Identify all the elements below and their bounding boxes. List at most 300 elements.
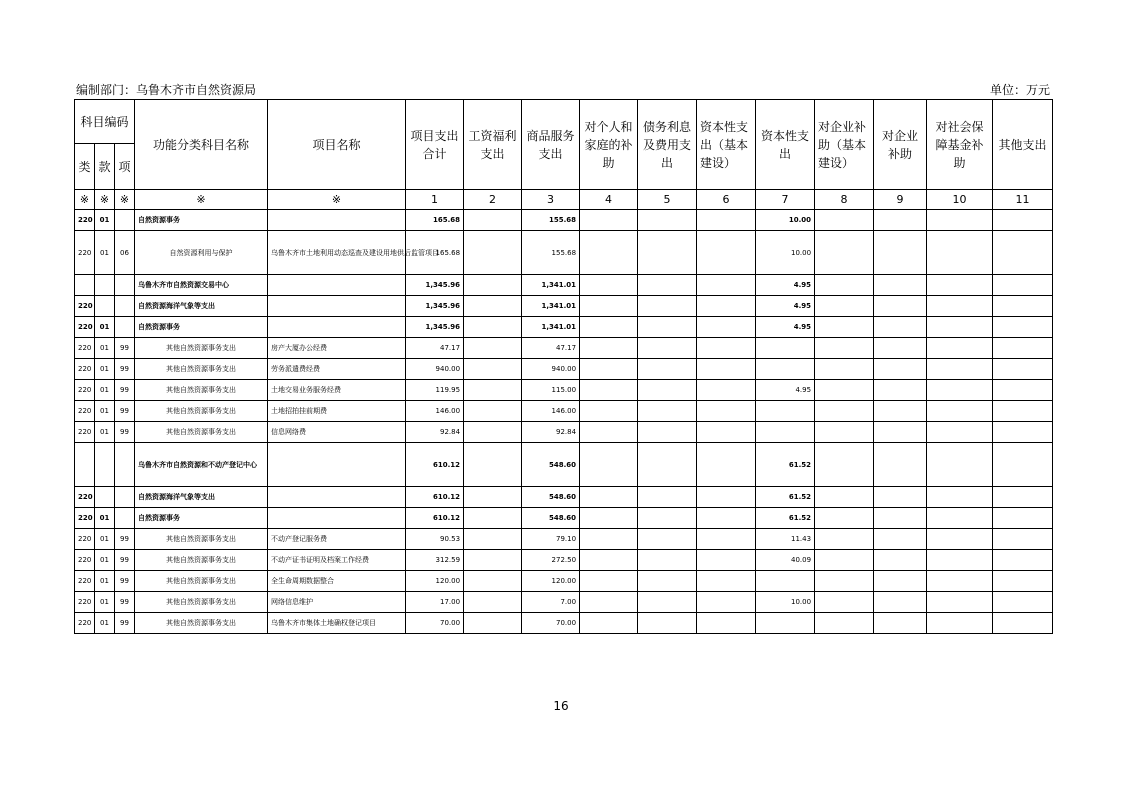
cell-col-3: 940.00 [522, 359, 580, 380]
cell-project-name: 信息网络费 [268, 422, 406, 443]
cell-xiang [115, 487, 135, 508]
cell-project-name [268, 296, 406, 317]
table-row [75, 296, 1053, 317]
table-row [75, 529, 1053, 550]
cell-col-9 [874, 508, 927, 529]
cell-col-9 [874, 380, 927, 401]
cell-col-3: 548.60 [522, 487, 580, 508]
cell-col-3: 79.10 [522, 529, 580, 550]
cell-col-10 [927, 443, 993, 487]
cell-col-1: 1,345.96 [406, 317, 464, 338]
cell-col-2 [464, 592, 522, 613]
cell-project-name: 乌鲁木齐市土地利用动态巡查及建设用地供后监管项目 [268, 231, 406, 275]
cell-lei: 220 [75, 296, 95, 317]
cell-lei: 220 [75, 592, 95, 613]
header-col-4: 对个人和家庭的补助 [580, 100, 638, 190]
cell-col-11 [993, 401, 1053, 422]
index-cell: 4 [580, 190, 638, 210]
cell-col-5 [638, 592, 697, 613]
cell-kuan: 01 [95, 210, 115, 231]
cell-col-7: 10.00 [756, 210, 815, 231]
cell-col-7: 4.95 [756, 380, 815, 401]
cell-function-name: 自然资源事务 [135, 508, 268, 529]
cell-col-2 [464, 210, 522, 231]
cell-col-5 [638, 231, 697, 275]
cell-col-7: 61.52 [756, 487, 815, 508]
cell-col-9 [874, 422, 927, 443]
header-lei: 类 [75, 144, 95, 190]
cell-col-9 [874, 338, 927, 359]
cell-col-4 [580, 592, 638, 613]
cell-col-11 [993, 443, 1053, 487]
cell-col-4 [580, 422, 638, 443]
cell-col-8 [815, 317, 874, 338]
cell-col-6 [697, 550, 756, 571]
cell-col-3: 155.68 [522, 210, 580, 231]
cell-col-2 [464, 401, 522, 422]
cell-kuan: 01 [95, 401, 115, 422]
cell-col-2 [464, 529, 522, 550]
cell-col-6 [697, 571, 756, 592]
cell-kuan: 01 [95, 550, 115, 571]
cell-xiang: 99 [115, 338, 135, 359]
cell-col-2 [464, 317, 522, 338]
cell-xiang [115, 443, 135, 487]
cell-col-1: 146.00 [406, 401, 464, 422]
cell-col-1: 70.00 [406, 613, 464, 634]
cell-col-8 [815, 592, 874, 613]
cell-col-3: 548.60 [522, 443, 580, 487]
cell-function-name: 自然资源事务 [135, 210, 268, 231]
cell-col-6 [697, 359, 756, 380]
cell-xiang: 99 [115, 550, 135, 571]
cell-col-8 [815, 231, 874, 275]
index-cell: 5 [638, 190, 697, 210]
cell-col-5 [638, 613, 697, 634]
cell-col-5 [638, 550, 697, 571]
cell-project-name [268, 508, 406, 529]
cell-col-2 [464, 231, 522, 275]
cell-xiang: 99 [115, 380, 135, 401]
cell-kuan: 01 [95, 592, 115, 613]
cell-function-name: 乌鲁木齐市自然资源和不动产登记中心 [135, 443, 268, 487]
cell-col-5 [638, 508, 697, 529]
index-cell: 1 [406, 190, 464, 210]
cell-col-2 [464, 422, 522, 443]
cell-col-5 [638, 210, 697, 231]
index-cell: 10 [927, 190, 993, 210]
cell-col-1: 610.12 [406, 508, 464, 529]
cell-col-1: 92.84 [406, 422, 464, 443]
cell-col-6 [697, 317, 756, 338]
cell-col-7: 4.95 [756, 296, 815, 317]
cell-col-3: 155.68 [522, 231, 580, 275]
cell-kuan [95, 487, 115, 508]
cell-lei: 220 [75, 508, 95, 529]
cell-lei: 220 [75, 359, 95, 380]
cell-project-name: 不动产登记服务费 [268, 529, 406, 550]
table-row [75, 231, 1053, 275]
cell-col-6 [697, 508, 756, 529]
cell-col-10 [927, 422, 993, 443]
cell-col-6 [697, 487, 756, 508]
cell-col-1: 90.53 [406, 529, 464, 550]
cell-col-1: 119.95 [406, 380, 464, 401]
cell-col-2 [464, 487, 522, 508]
cell-col-1: 610.12 [406, 487, 464, 508]
cell-col-2 [464, 508, 522, 529]
cell-function-name: 乌鲁木齐市自然资源交易中心 [135, 275, 268, 296]
cell-col-10 [927, 401, 993, 422]
cell-col-11 [993, 317, 1053, 338]
cell-col-8 [815, 422, 874, 443]
cell-function-name: 自然资源海洋气象等支出 [135, 487, 268, 508]
cell-xiang: 06 [115, 231, 135, 275]
cell-col-2 [464, 338, 522, 359]
cell-function-name: 自然资源海洋气象等支出 [135, 296, 268, 317]
cell-col-4 [580, 359, 638, 380]
cell-col-4 [580, 571, 638, 592]
header-col-3: 商品服务支出 [522, 100, 580, 190]
cell-col-6 [697, 443, 756, 487]
cell-col-7: 10.00 [756, 231, 815, 275]
cell-kuan: 01 [95, 529, 115, 550]
cell-xiang: 99 [115, 359, 135, 380]
cell-function-name: 其他自然资源事务支出 [135, 401, 268, 422]
cell-col-7: 11.43 [756, 529, 815, 550]
cell-col-10 [927, 487, 993, 508]
cell-col-2 [464, 359, 522, 380]
cell-col-11 [993, 571, 1053, 592]
cell-col-11 [993, 422, 1053, 443]
cell-col-3: 272.50 [522, 550, 580, 571]
cell-col-6 [697, 296, 756, 317]
cell-col-10 [927, 359, 993, 380]
cell-col-6 [697, 422, 756, 443]
cell-lei [75, 275, 95, 296]
cell-kuan [95, 296, 115, 317]
cell-col-8 [815, 529, 874, 550]
cell-lei: 220 [75, 231, 95, 275]
cell-col-8 [815, 338, 874, 359]
cell-col-11 [993, 487, 1053, 508]
cell-col-8 [815, 210, 874, 231]
header-col-9: 对企业补助 [874, 100, 927, 190]
cell-col-10 [927, 275, 993, 296]
cell-col-6 [697, 529, 756, 550]
cell-function-name: 其他自然资源事务支出 [135, 422, 268, 443]
cell-col-9 [874, 296, 927, 317]
cell-lei: 220 [75, 529, 95, 550]
cell-col-3: 1,341.01 [522, 296, 580, 317]
cell-kuan: 01 [95, 359, 115, 380]
cell-function-name: 其他自然资源事务支出 [135, 529, 268, 550]
cell-xiang [115, 317, 135, 338]
cell-project-name: 全生命周期数据整合 [268, 571, 406, 592]
cell-col-10 [927, 613, 993, 634]
cell-col-4 [580, 296, 638, 317]
cell-kuan: 01 [95, 380, 115, 401]
table-row [75, 422, 1053, 443]
index-cell: 8 [815, 190, 874, 210]
cell-col-9 [874, 359, 927, 380]
cell-project-name [268, 210, 406, 231]
cell-col-7: 61.52 [756, 508, 815, 529]
cell-xiang [115, 275, 135, 296]
cell-col-6 [697, 231, 756, 275]
cell-col-8 [815, 401, 874, 422]
cell-col-9 [874, 613, 927, 634]
cell-col-2 [464, 443, 522, 487]
cell-col-5 [638, 529, 697, 550]
index-cell: ※ [115, 190, 135, 210]
cell-col-9 [874, 231, 927, 275]
cell-col-9 [874, 210, 927, 231]
cell-col-6 [697, 338, 756, 359]
header-col-8: 对企业补助（基本建设） [815, 100, 874, 190]
index-cell: ※ [95, 190, 115, 210]
cell-project-name: 劳务派遣费经费 [268, 359, 406, 380]
cell-col-1: 610.12 [406, 443, 464, 487]
cell-col-3: 47.17 [522, 338, 580, 359]
cell-col-9 [874, 550, 927, 571]
cell-col-11 [993, 550, 1053, 571]
cell-col-6 [697, 401, 756, 422]
cell-col-5 [638, 443, 697, 487]
cell-col-11 [993, 210, 1053, 231]
table-row [75, 487, 1053, 508]
cell-kuan: 01 [95, 317, 115, 338]
table-row [75, 338, 1053, 359]
cell-col-5 [638, 487, 697, 508]
cell-col-1: 940.00 [406, 359, 464, 380]
cell-col-11 [993, 592, 1053, 613]
cell-col-4 [580, 508, 638, 529]
cell-lei: 220 [75, 380, 95, 401]
cell-col-11 [993, 508, 1053, 529]
cell-col-11 [993, 529, 1053, 550]
cell-col-4 [580, 401, 638, 422]
cell-lei: 220 [75, 210, 95, 231]
cell-lei: 220 [75, 401, 95, 422]
cell-col-5 [638, 401, 697, 422]
cell-col-9 [874, 443, 927, 487]
index-cell: ※ [268, 190, 406, 210]
cell-project-name: 不动产证书证明及档案工作经费 [268, 550, 406, 571]
cell-col-5 [638, 571, 697, 592]
cell-col-6 [697, 210, 756, 231]
cell-col-7: 4.95 [756, 317, 815, 338]
cell-col-1: 165.68 [406, 231, 464, 275]
cell-col-8 [815, 443, 874, 487]
cell-col-5 [638, 275, 697, 296]
cell-col-9 [874, 275, 927, 296]
cell-col-7: 4.95 [756, 275, 815, 296]
budget-table [74, 99, 1053, 634]
header-col-2: 工资福利支出 [464, 100, 522, 190]
department-label: 编制部门：乌鲁木齐市自然资源局 [76, 83, 257, 97]
table-row [75, 210, 1053, 231]
cell-kuan [95, 275, 115, 296]
cell-col-3: 1,341.01 [522, 275, 580, 296]
cell-col-3: 92.84 [522, 422, 580, 443]
cell-lei: 220 [75, 422, 95, 443]
cell-col-10 [927, 508, 993, 529]
index-cell: ※ [135, 190, 268, 210]
cell-col-10 [927, 210, 993, 231]
cell-col-10 [927, 317, 993, 338]
cell-col-7 [756, 613, 815, 634]
cell-function-name: 自然资源事务 [135, 317, 268, 338]
table-row [75, 571, 1053, 592]
cell-col-3: 120.00 [522, 571, 580, 592]
index-cell: ※ [75, 190, 95, 210]
cell-col-2 [464, 613, 522, 634]
cell-col-7: 61.52 [756, 443, 815, 487]
cell-col-6 [697, 613, 756, 634]
cell-lei: 220 [75, 487, 95, 508]
cell-col-1: 47.17 [406, 338, 464, 359]
cell-project-name: 房产大厦办公经费 [268, 338, 406, 359]
cell-col-8 [815, 613, 874, 634]
cell-col-4 [580, 317, 638, 338]
header-col-5: 债务利息及费用支出 [638, 100, 697, 190]
cell-project-name [268, 443, 406, 487]
cell-col-2 [464, 571, 522, 592]
header-col-11: 其他支出 [993, 100, 1053, 190]
cell-col-11 [993, 275, 1053, 296]
table-row [75, 592, 1053, 613]
cell-col-5 [638, 359, 697, 380]
table-row [75, 613, 1053, 634]
cell-col-3: 7.00 [522, 592, 580, 613]
cell-col-11 [993, 231, 1053, 275]
index-cell: 2 [464, 190, 522, 210]
cell-col-4 [580, 550, 638, 571]
cell-lei: 220 [75, 550, 95, 571]
cell-col-2 [464, 550, 522, 571]
cell-project-name: 网络信息维护 [268, 592, 406, 613]
index-cell: 6 [697, 190, 756, 210]
cell-lei [75, 443, 95, 487]
table-row [75, 508, 1053, 529]
cell-xiang: 99 [115, 592, 135, 613]
cell-col-8 [815, 275, 874, 296]
cell-col-7 [756, 338, 815, 359]
cell-col-5 [638, 296, 697, 317]
cell-col-1: 165.68 [406, 210, 464, 231]
cell-project-name [268, 317, 406, 338]
cell-col-2 [464, 380, 522, 401]
cell-col-9 [874, 529, 927, 550]
unit-label: 单位：万元 [989, 83, 1050, 97]
cell-col-4 [580, 275, 638, 296]
cell-xiang [115, 508, 135, 529]
table-row [75, 443, 1053, 487]
cell-function-name: 其他自然资源事务支出 [135, 613, 268, 634]
cell-col-9 [874, 317, 927, 338]
cell-col-6 [697, 275, 756, 296]
cell-project-name: 土地招拍挂前期费 [268, 401, 406, 422]
cell-function-name: 其他自然资源事务支出 [135, 592, 268, 613]
index-cell: 9 [874, 190, 927, 210]
header-xiang: 项 [115, 144, 135, 190]
cell-col-8 [815, 550, 874, 571]
cell-col-10 [927, 550, 993, 571]
cell-lei: 220 [75, 613, 95, 634]
cell-col-11 [993, 359, 1053, 380]
cell-kuan: 01 [95, 231, 115, 275]
cell-col-4 [580, 487, 638, 508]
cell-function-name: 其他自然资源事务支出 [135, 550, 268, 571]
cell-col-11 [993, 380, 1053, 401]
table-row [75, 550, 1053, 571]
cell-col-4 [580, 210, 638, 231]
cell-kuan: 01 [95, 613, 115, 634]
cell-col-4 [580, 338, 638, 359]
header-project-name: 项目名称 [268, 100, 406, 190]
cell-col-9 [874, 592, 927, 613]
cell-col-10 [927, 529, 993, 550]
table-row [75, 275, 1053, 296]
cell-col-1: 120.00 [406, 571, 464, 592]
table-row [75, 317, 1053, 338]
cell-col-6 [697, 380, 756, 401]
cell-col-9 [874, 571, 927, 592]
cell-col-8 [815, 508, 874, 529]
cell-col-5 [638, 338, 697, 359]
table-row [75, 401, 1053, 422]
cell-kuan: 01 [95, 571, 115, 592]
cell-col-5 [638, 380, 697, 401]
cell-col-7: 40.09 [756, 550, 815, 571]
cell-col-3: 115.00 [522, 380, 580, 401]
cell-function-name: 其他自然资源事务支出 [135, 380, 268, 401]
cell-project-name [268, 275, 406, 296]
header-col-7: 资本性支出 [756, 100, 815, 190]
cell-col-4 [580, 231, 638, 275]
index-cell: 7 [756, 190, 815, 210]
cell-function-name: 其他自然资源事务支出 [135, 359, 268, 380]
cell-col-9 [874, 401, 927, 422]
cell-kuan: 01 [95, 422, 115, 443]
cell-lei: 220 [75, 317, 95, 338]
cell-function-name: 自然资源利用与保护 [135, 231, 268, 275]
cell-col-1: 17.00 [406, 592, 464, 613]
cell-col-5 [638, 422, 697, 443]
cell-col-10 [927, 338, 993, 359]
header-col-1: 项目支出合计 [406, 100, 464, 190]
cell-col-8 [815, 571, 874, 592]
cell-lei: 220 [75, 571, 95, 592]
header-subject-code: 科目编码 [75, 100, 135, 144]
cell-xiang: 99 [115, 613, 135, 634]
cell-col-11 [993, 296, 1053, 317]
cell-col-8 [815, 487, 874, 508]
index-cell: 3 [522, 190, 580, 210]
cell-col-2 [464, 296, 522, 317]
cell-project-name [268, 487, 406, 508]
cell-col-1: 312.59 [406, 550, 464, 571]
cell-kuan: 01 [95, 338, 115, 359]
table-row [75, 380, 1053, 401]
cell-col-3: 1,341.01 [522, 317, 580, 338]
cell-col-10 [927, 592, 993, 613]
cell-project-name: 乌鲁木齐市集体土地确权登记项目 [268, 613, 406, 634]
header-function-name: 功能分类科目名称 [135, 100, 268, 190]
header-col-6: 资本性支出（基本建设） [697, 100, 756, 190]
cell-xiang: 99 [115, 529, 135, 550]
